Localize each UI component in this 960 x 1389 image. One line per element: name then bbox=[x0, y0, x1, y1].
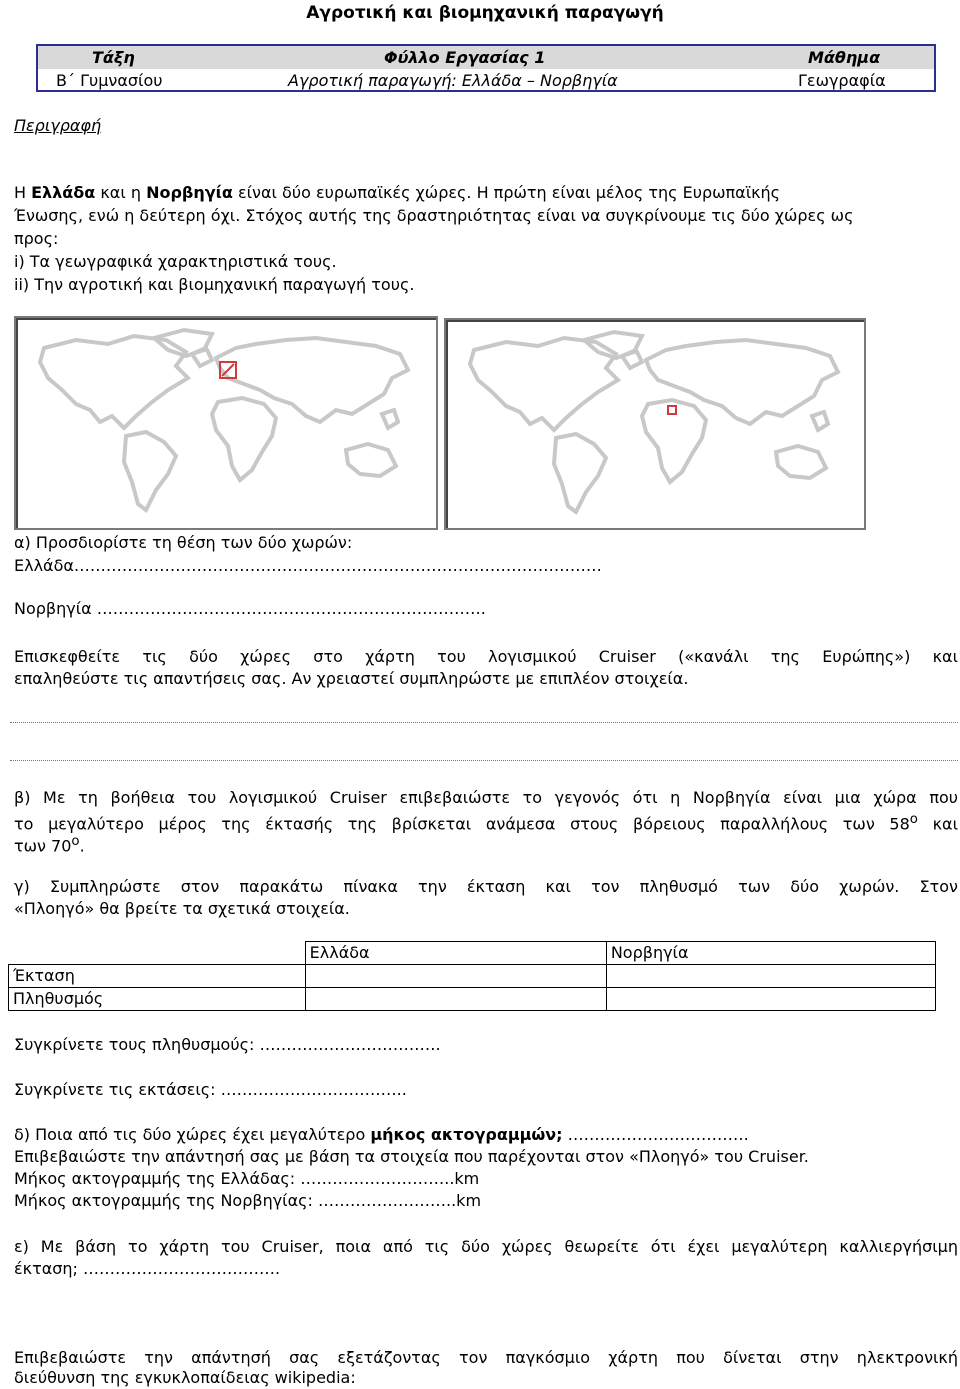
intro-text: Η bbox=[14, 183, 32, 202]
intro-line-2: Ένωσης, ενώ η δεύτερη όχι. Στόχος αυτής της δραστηριότητας είναι να συγκρίνουμε τις δύο χώρες ως bbox=[14, 206, 854, 225]
table-empty-cell bbox=[9, 942, 306, 965]
question-b-line-3 bbox=[14, 831, 958, 857]
answer-norway-location: Νορβηγία ………………………………………………………………. bbox=[14, 599, 486, 618]
table-header-greece: Ελλάδα bbox=[305, 942, 606, 965]
separator-top bbox=[10, 722, 958, 723]
compare-population: Συγκρίνετε τους πληθυσμούς: ……………………………. bbox=[14, 1035, 441, 1054]
question-d-line-2: Επιβεβαιώστε την απάντησή σας με βάση τα στοιχεία που παρέχονται στον «Πλοηγό» του Cruiser. bbox=[14, 1147, 809, 1166]
world-map-norway-drawing bbox=[446, 320, 864, 528]
world-map-norway bbox=[444, 318, 866, 530]
question-b-text: και bbox=[917, 814, 959, 834]
header-value-row bbox=[38, 69, 934, 92]
visit-instruction-1: Επισκεφθείτε τις δύο χώρες στο χάρτη του λογισμικού Cruiser («κανάλι της Ευρώπης») και bbox=[14, 647, 958, 666]
header-class-value: Β΄ Γυμνασίου bbox=[56, 71, 163, 90]
header-label-row bbox=[38, 46, 934, 69]
intro-greece: Ελλάδα bbox=[31, 183, 96, 202]
intro-text: και η bbox=[95, 183, 147, 202]
final-instruction-line-1: Επιβεβαιώστε την απάντησή σας εξετάζοντας τον παγκόσμιο χάρτη που δίνεται στην ηλεκτρονική bbox=[14, 1348, 958, 1367]
area-population-table bbox=[8, 941, 936, 1011]
intro-text: είναι δύο ευρωπαϊκές χώρες. Η πρώτη είναι μέλος της Ευρωπαϊκής bbox=[232, 183, 781, 202]
header-worksheet-value: Αγροτική παραγωγή: Ελλάδα – Νορβηγία bbox=[288, 71, 618, 90]
header-worksheet-label: Φύλλο Εργασίας 1 bbox=[384, 48, 546, 67]
question-b-line-1: β) Με τη βοήθεια του λογισμικού Cruiser επιβεβαιώστε το γεγονός ότι η Νορβηγία είναι μια χώρα που bbox=[14, 788, 958, 807]
table-label-area: Έκταση bbox=[9, 965, 306, 988]
question-g-line-2: «Πλοηγό» θα βρείτε τα σχετικά στοιχεία. bbox=[14, 899, 350, 918]
question-b-text: . bbox=[79, 836, 85, 856]
table-cell-norway-area[interactable] bbox=[606, 965, 935, 988]
final-instruction-line-2: διεύθυνση της εγκυκλοπαίδειας wikipedia: bbox=[14, 1368, 356, 1387]
intro-line-3: προς: bbox=[14, 229, 59, 248]
separator-bottom bbox=[10, 760, 958, 761]
coastline-norway: Μήκος ακτογραμμής της Νορβηγίας: ……………………..km bbox=[14, 1191, 482, 1210]
description-heading: Περιγραφή bbox=[14, 116, 102, 135]
question-d-text: ……………………………. bbox=[562, 1125, 749, 1144]
page-title: Αγροτική και βιομηχανική παραγωγή bbox=[306, 3, 664, 23]
table-label-population: Πληθυσμός bbox=[9, 988, 306, 1011]
intro-line-1 bbox=[14, 182, 958, 204]
question-e-line-1: ε) Με βάση το χάρτη του Cruiser, ποια από τις δύο χώρες θεωρείτε ότι έχει μεγαλύτερη καλλιεργήσιμη bbox=[14, 1237, 958, 1256]
table-row-area bbox=[9, 965, 936, 988]
question-d-bold: μήκος ακτογραμμών; bbox=[370, 1125, 563, 1144]
compare-area: Συγκρίνετε τις εκτάσεις: …………………………….. bbox=[14, 1080, 407, 1099]
question-b-text: των 70 bbox=[14, 836, 72, 856]
degree-sup: ο bbox=[909, 812, 918, 827]
header-class-label: Τάξη bbox=[92, 48, 135, 67]
table-row-population bbox=[9, 988, 936, 1011]
table-cell-norway-population[interactable] bbox=[606, 988, 935, 1011]
degree-sup: ο bbox=[71, 834, 80, 849]
question-b-text: το μεγαλύτερο μέρος της έκτασής της βρίσκεται ανάμεσα στους βόρειους παραλλήλους των 58 bbox=[14, 814, 910, 834]
visit-instruction-2: επαληθεύστε τις απαντήσεις σας. Αν χρειαστεί συμπληρώστε με επιπλέον στοιχεία. bbox=[14, 669, 689, 688]
answer-greece-location: Ελλάδα……………………………………………………………………………………… bbox=[14, 556, 602, 575]
greece-marker bbox=[668, 406, 676, 414]
worksheet-header-table bbox=[36, 44, 936, 92]
table-header-row bbox=[9, 942, 936, 965]
table-cell-greece-area[interactable] bbox=[305, 965, 606, 988]
question-g-line-1: γ) Συμπληρώστε στον παρακάτω πίνακα την έκταση και τον πληθυσμό των δύο χωρών. Στον bbox=[14, 877, 958, 896]
header-subject-label: Μάθημα bbox=[808, 48, 881, 67]
question-e-line-2: έκταση; ………………………………. bbox=[14, 1259, 281, 1278]
world-map-greece-drawing bbox=[16, 318, 436, 528]
world-map-greece bbox=[14, 316, 438, 530]
question-d-text: δ) Ποια από τις δύο χώρες έχει μεγαλύτερο bbox=[14, 1125, 371, 1144]
intro-line-5: ii) Την αγροτική και βιομηχανική παραγωγή τους. bbox=[14, 275, 415, 294]
question-d-line-1 bbox=[14, 1124, 958, 1146]
question-a: α) Προσδιορίστε τη θέση των δύο χωρών: bbox=[14, 533, 353, 552]
intro-line-4: i) Τα γεωγραφικά χαρακτηριστικά τους. bbox=[14, 252, 337, 271]
table-header-norway: Νορβηγία bbox=[606, 942, 935, 965]
table-cell-greece-population[interactable] bbox=[305, 988, 606, 1011]
intro-norway: Νορβηγία bbox=[146, 183, 233, 202]
header-subject-value: Γεωγραφία bbox=[798, 71, 886, 90]
coastline-greece: Μήκος ακτογραμμής της Ελλάδας: ………………………..km bbox=[14, 1169, 480, 1188]
